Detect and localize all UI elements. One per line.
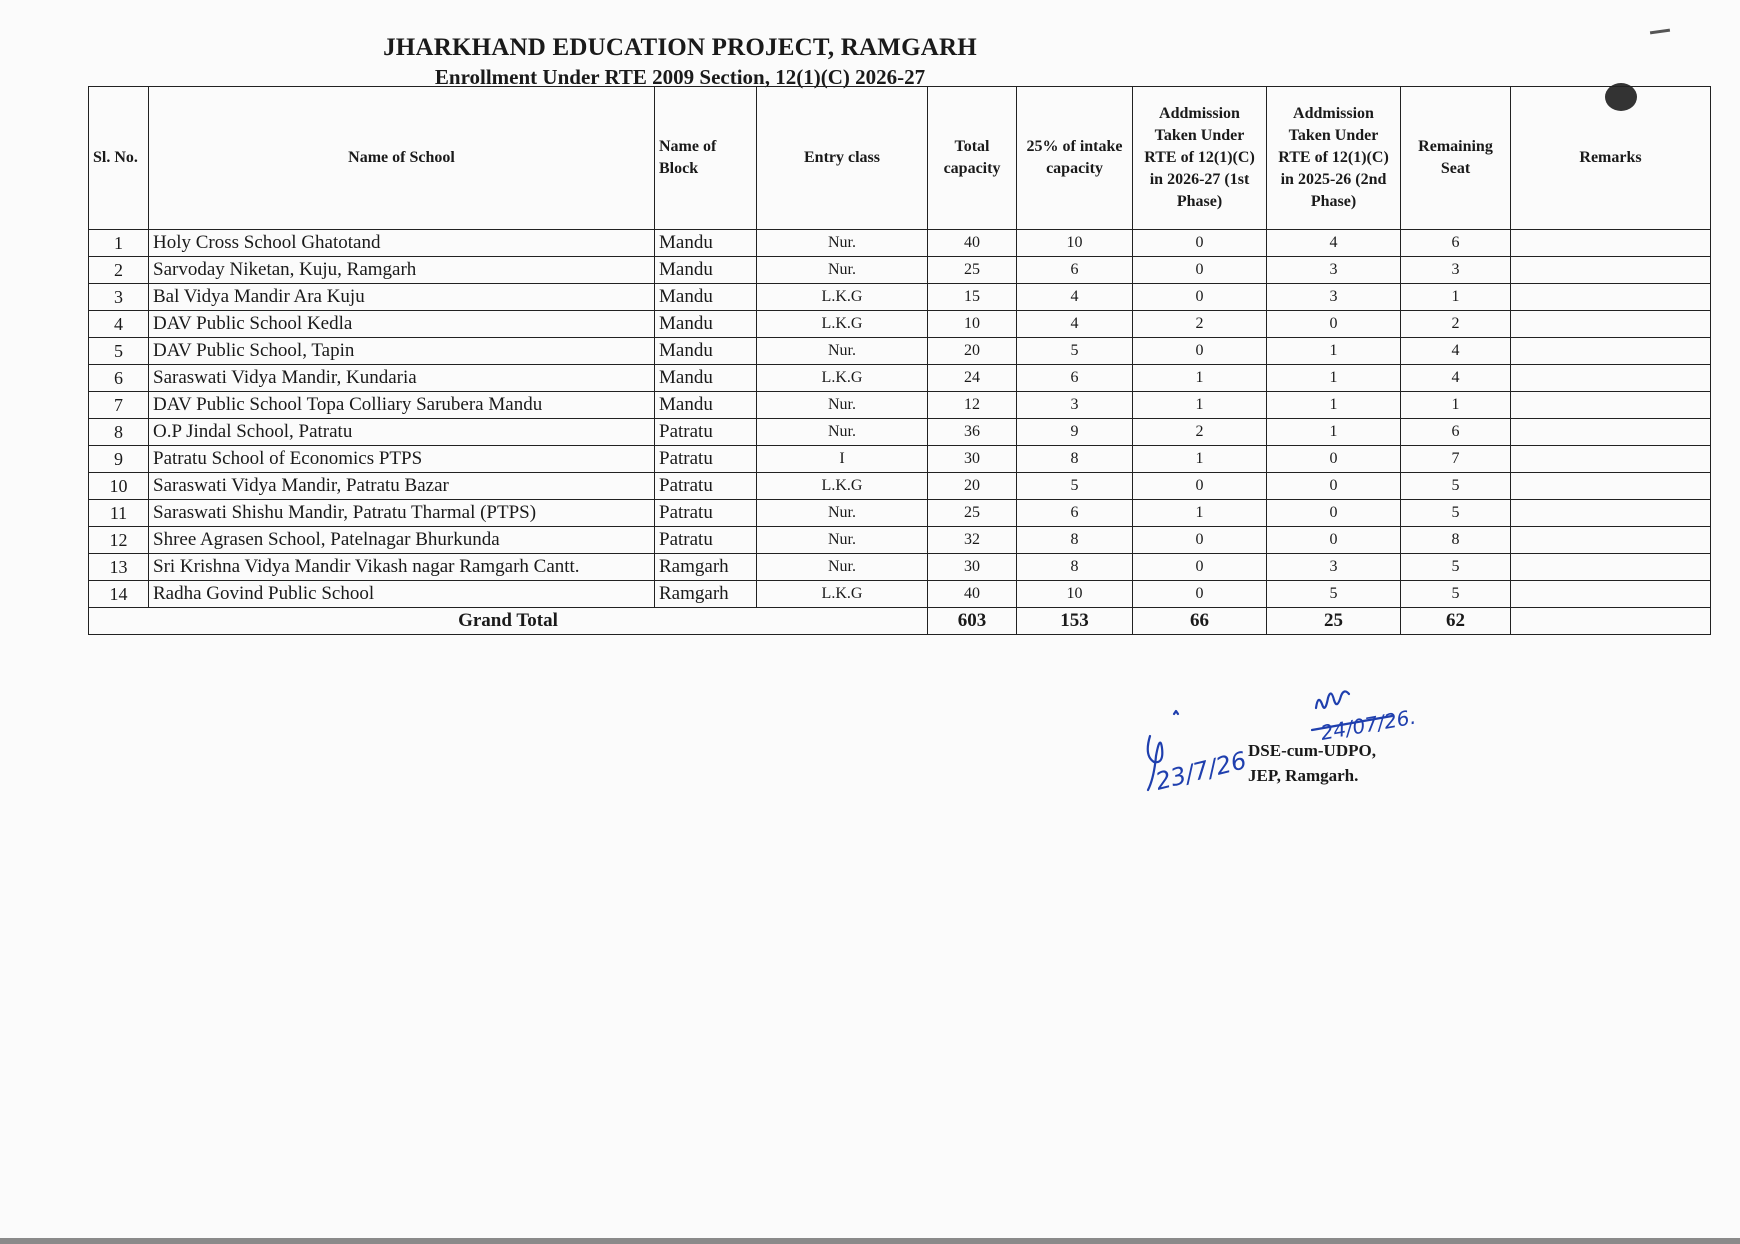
cell-sl-no: 9 xyxy=(89,446,149,473)
cell-admission-phase2: 1 xyxy=(1267,392,1401,419)
grand-total-label: Grand Total xyxy=(89,608,928,635)
cell-intake-capacity: 5 xyxy=(1017,338,1133,365)
grand-total-capacity: 603 xyxy=(928,608,1017,635)
cell-school-name: DAV Public School, Tapin xyxy=(149,338,655,365)
cell-remaining-seat: 4 xyxy=(1401,365,1511,392)
cell-school-name: Saraswati Shishu Mandir, Patratu Tharmal (PTPS) xyxy=(149,500,655,527)
cell-remarks xyxy=(1511,419,1711,446)
table-row xyxy=(89,257,1711,284)
signatory-office: JEP, Ramgarh. xyxy=(1248,766,1359,785)
cell-sl-no: 3 xyxy=(89,284,149,311)
cell-entry-class: Nur. xyxy=(757,500,928,527)
cell-sl-no: 5 xyxy=(89,338,149,365)
cell-admission-phase1: 0 xyxy=(1133,230,1267,257)
grand-total-intake: 153 xyxy=(1017,608,1133,635)
cell-intake-capacity: 5 xyxy=(1017,473,1133,500)
cell-admission-phase2: 0 xyxy=(1267,473,1401,500)
cell-sl-no: 2 xyxy=(89,257,149,284)
cell-block: Patratu xyxy=(655,527,757,554)
cell-total-capacity: 25 xyxy=(928,257,1017,284)
cell-remarks xyxy=(1511,554,1711,581)
cell-admission-phase1: 0 xyxy=(1133,284,1267,311)
header-intake-capacity: 25% of intake capacity xyxy=(1017,87,1133,230)
cell-block: Patratu xyxy=(655,473,757,500)
cell-sl-no: 11 xyxy=(89,500,149,527)
cell-block: Mandu xyxy=(655,284,757,311)
cell-remarks xyxy=(1511,365,1711,392)
cell-total-capacity: 15 xyxy=(928,284,1017,311)
table-body xyxy=(89,230,1711,608)
handwritten-date-1: 24/07/26. xyxy=(1318,704,1418,745)
cell-total-capacity: 12 xyxy=(928,392,1017,419)
table-header-row xyxy=(89,87,1711,230)
header-remarks: Remarks xyxy=(1511,87,1711,230)
cell-intake-capacity: 6 xyxy=(1017,257,1133,284)
cell-block: Mandu xyxy=(655,311,757,338)
grand-total-remarks xyxy=(1511,608,1711,635)
grand-total-admission-phase2: 25 xyxy=(1267,608,1401,635)
cell-remaining-seat: 5 xyxy=(1401,554,1511,581)
cell-admission-phase2: 0 xyxy=(1267,500,1401,527)
cell-entry-class: Nur. xyxy=(757,527,928,554)
cell-remaining-seat: 8 xyxy=(1401,527,1511,554)
table-row xyxy=(89,473,1711,500)
cell-admission-phase1: 0 xyxy=(1133,554,1267,581)
cell-total-capacity: 20 xyxy=(928,473,1017,500)
signatory-block xyxy=(1248,738,1376,788)
cell-remarks xyxy=(1511,311,1711,338)
cell-admission-phase1: 1 xyxy=(1133,392,1267,419)
cell-block: Mandu xyxy=(655,392,757,419)
header-admission-phase1: Addmission Taken Under RTE of 12(1)(C) in 2026-27 (1st Phase) xyxy=(1133,87,1267,230)
cell-entry-class: Nur. xyxy=(757,554,928,581)
header-admission-phase2: Addmission Taken Under RTE of 12(1)(C) in 2025-26 (2nd Phase) xyxy=(1267,87,1401,230)
cell-intake-capacity: 10 xyxy=(1017,581,1133,608)
cell-remarks xyxy=(1511,581,1711,608)
cell-block: Mandu xyxy=(655,257,757,284)
cell-entry-class: Nur. xyxy=(757,419,928,446)
document-title: JHARKHAND EDUCATION PROJECT, RAMGARH xyxy=(383,34,977,61)
cell-total-capacity: 30 xyxy=(928,554,1017,581)
header-sl-no: Sl. No. xyxy=(89,87,149,230)
cell-sl-no: 14 xyxy=(89,581,149,608)
cell-remaining-seat: 5 xyxy=(1401,473,1511,500)
cell-intake-capacity: 3 xyxy=(1017,392,1133,419)
cell-sl-no: 13 xyxy=(89,554,149,581)
cell-sl-no: 12 xyxy=(89,527,149,554)
table-row xyxy=(89,500,1711,527)
header-school-name: Name of School xyxy=(149,87,655,230)
cell-admission-phase1: 1 xyxy=(1133,500,1267,527)
handwritten-date-2: 23/7/26 xyxy=(1152,746,1250,796)
cell-remaining-seat: 2 xyxy=(1401,311,1511,338)
cell-block: Mandu xyxy=(655,230,757,257)
scan-bottom-edge xyxy=(0,1238,1740,1244)
cell-school-name: Bal Vidya Mandir Ara Kuju xyxy=(149,284,655,311)
grand-total-admission-phase1: 66 xyxy=(1133,608,1267,635)
cell-admission-phase2: 0 xyxy=(1267,446,1401,473)
header-entry-class: Entry class xyxy=(757,87,928,230)
cell-admission-phase2: 0 xyxy=(1267,527,1401,554)
cell-block: Patratu xyxy=(655,500,757,527)
cell-remaining-seat: 7 xyxy=(1401,446,1511,473)
cell-remarks xyxy=(1511,392,1711,419)
signature-initials-upper xyxy=(1316,691,1349,708)
cell-sl-no: 7 xyxy=(89,392,149,419)
cell-admission-phase2: 0 xyxy=(1267,311,1401,338)
cell-block: Patratu xyxy=(655,446,757,473)
cell-intake-capacity: 6 xyxy=(1017,365,1133,392)
cell-intake-capacity: 8 xyxy=(1017,554,1133,581)
cell-intake-capacity: 4 xyxy=(1017,284,1133,311)
cell-school-name: Patratu School of Economics PTPS xyxy=(149,446,655,473)
table-row xyxy=(89,419,1711,446)
cell-total-capacity: 32 xyxy=(928,527,1017,554)
cell-sl-no: 8 xyxy=(89,419,149,446)
enrollment-table xyxy=(88,86,1711,635)
cell-sl-no: 10 xyxy=(89,473,149,500)
cell-entry-class: Nur. xyxy=(757,230,928,257)
cell-admission-phase1: 0 xyxy=(1133,473,1267,500)
cell-admission-phase1: 0 xyxy=(1133,338,1267,365)
cell-sl-no: 4 xyxy=(89,311,149,338)
cell-admission-phase2: 4 xyxy=(1267,230,1401,257)
table-row xyxy=(89,581,1711,608)
cell-sl-no: 6 xyxy=(89,365,149,392)
cell-admission-phase2: 1 xyxy=(1267,419,1401,446)
cell-entry-class: Nur. xyxy=(757,257,928,284)
cell-entry-class: Nur. xyxy=(757,392,928,419)
cell-admission-phase2: 3 xyxy=(1267,257,1401,284)
cell-entry-class: Nur. xyxy=(757,338,928,365)
cell-school-name: O.P Jindal School, Patratu xyxy=(149,419,655,446)
cell-entry-class: L.K.G xyxy=(757,311,928,338)
cell-total-capacity: 24 xyxy=(928,365,1017,392)
cell-block: Mandu xyxy=(655,338,757,365)
cell-remaining-seat: 6 xyxy=(1401,419,1511,446)
header-remaining-seat: Remaining Seat xyxy=(1401,87,1511,230)
cell-total-capacity: 10 xyxy=(928,311,1017,338)
cell-admission-phase1: 2 xyxy=(1133,311,1267,338)
cell-school-name: Saraswati Vidya Mandir, Kundaria xyxy=(149,365,655,392)
cell-remaining-seat: 3 xyxy=(1401,257,1511,284)
cell-admission-phase1: 0 xyxy=(1133,527,1267,554)
cell-school-name: Saraswati Vidya Mandir, Patratu Bazar xyxy=(149,473,655,500)
cell-school-name: Holy Cross School Ghatotand xyxy=(149,230,655,257)
signatory-designation: DSE-cum-UDPO, xyxy=(1248,741,1376,760)
cell-admission-phase2: 5 xyxy=(1267,581,1401,608)
cell-school-name: Sri Krishna Vidya Mandir Vikash nagar Ramgarh Cantt. xyxy=(149,554,655,581)
cell-admission-phase2: 3 xyxy=(1267,284,1401,311)
cell-remarks xyxy=(1511,284,1711,311)
cell-admission-phase2: 1 xyxy=(1267,338,1401,365)
header-block: Name of Block xyxy=(655,87,757,230)
cell-school-name: DAV Public School Topa Colliary Sarubera Mandu xyxy=(149,392,655,419)
cell-block: Ramgarh xyxy=(655,554,757,581)
cell-school-name: Sarvoday Niketan, Kuju, Ramgarh xyxy=(149,257,655,284)
cell-remaining-seat: 6 xyxy=(1401,230,1511,257)
cell-admission-phase1: 0 xyxy=(1133,581,1267,608)
table-row xyxy=(89,284,1711,311)
cell-entry-class: L.K.G xyxy=(757,365,928,392)
cell-intake-capacity: 9 xyxy=(1017,419,1133,446)
header-total-capacity: Total capacity xyxy=(928,87,1017,230)
cell-admission-phase1: 0 xyxy=(1133,257,1267,284)
cell-block: Mandu xyxy=(655,365,757,392)
cell-intake-capacity: 8 xyxy=(1017,527,1133,554)
cell-remaining-seat: 5 xyxy=(1401,581,1511,608)
table-row xyxy=(89,338,1711,365)
cell-school-name: DAV Public School Kedla xyxy=(149,311,655,338)
cell-total-capacity: 40 xyxy=(928,581,1017,608)
cell-remarks xyxy=(1511,473,1711,500)
cell-entry-class: L.K.G xyxy=(757,284,928,311)
cell-total-capacity: 40 xyxy=(928,230,1017,257)
cell-remarks xyxy=(1511,257,1711,284)
scan-mark xyxy=(1650,29,1670,35)
cell-intake-capacity: 10 xyxy=(1017,230,1133,257)
cell-admission-phase1: 2 xyxy=(1133,419,1267,446)
table-row xyxy=(89,527,1711,554)
cell-remaining-seat: 1 xyxy=(1401,284,1511,311)
grand-total-row xyxy=(89,608,1711,635)
cell-entry-class: L.K.G xyxy=(757,473,928,500)
cell-entry-class: L.K.G xyxy=(757,581,928,608)
cell-remaining-seat: 1 xyxy=(1401,392,1511,419)
document-subtitle: Enrollment Under RTE 2009 Section, 12(1)(C) 2026-27 xyxy=(434,65,926,89)
signature-mark xyxy=(1174,711,1178,714)
cell-admission-phase2: 3 xyxy=(1267,554,1401,581)
cell-total-capacity: 30 xyxy=(928,446,1017,473)
cell-sl-no: 1 xyxy=(89,230,149,257)
cell-remarks xyxy=(1511,230,1711,257)
cell-block: Patratu xyxy=(655,419,757,446)
table-row xyxy=(89,446,1711,473)
table-row xyxy=(89,230,1711,257)
cell-remarks xyxy=(1511,446,1711,473)
table-row xyxy=(89,392,1711,419)
cell-total-capacity: 25 xyxy=(928,500,1017,527)
table-row xyxy=(89,311,1711,338)
table-row xyxy=(89,554,1711,581)
cell-admission-phase2: 1 xyxy=(1267,365,1401,392)
cell-remarks xyxy=(1511,338,1711,365)
cell-remaining-seat: 5 xyxy=(1401,500,1511,527)
cell-entry-class: I xyxy=(757,446,928,473)
cell-school-name: Shree Agrasen School, Patelnagar Bhurkunda xyxy=(149,527,655,554)
cell-admission-phase1: 1 xyxy=(1133,446,1267,473)
cell-intake-capacity: 4 xyxy=(1017,311,1133,338)
cell-intake-capacity: 8 xyxy=(1017,446,1133,473)
cell-remaining-seat: 4 xyxy=(1401,338,1511,365)
cell-intake-capacity: 6 xyxy=(1017,500,1133,527)
cell-total-capacity: 36 xyxy=(928,419,1017,446)
table-row xyxy=(89,365,1711,392)
cell-remarks xyxy=(1511,500,1711,527)
cell-block: Ramgarh xyxy=(655,581,757,608)
cell-school-name: Radha Govind Public School xyxy=(149,581,655,608)
cell-admission-phase1: 1 xyxy=(1133,365,1267,392)
cell-remarks xyxy=(1511,527,1711,554)
grand-total-remaining: 62 xyxy=(1401,608,1511,635)
cell-total-capacity: 20 xyxy=(928,338,1017,365)
